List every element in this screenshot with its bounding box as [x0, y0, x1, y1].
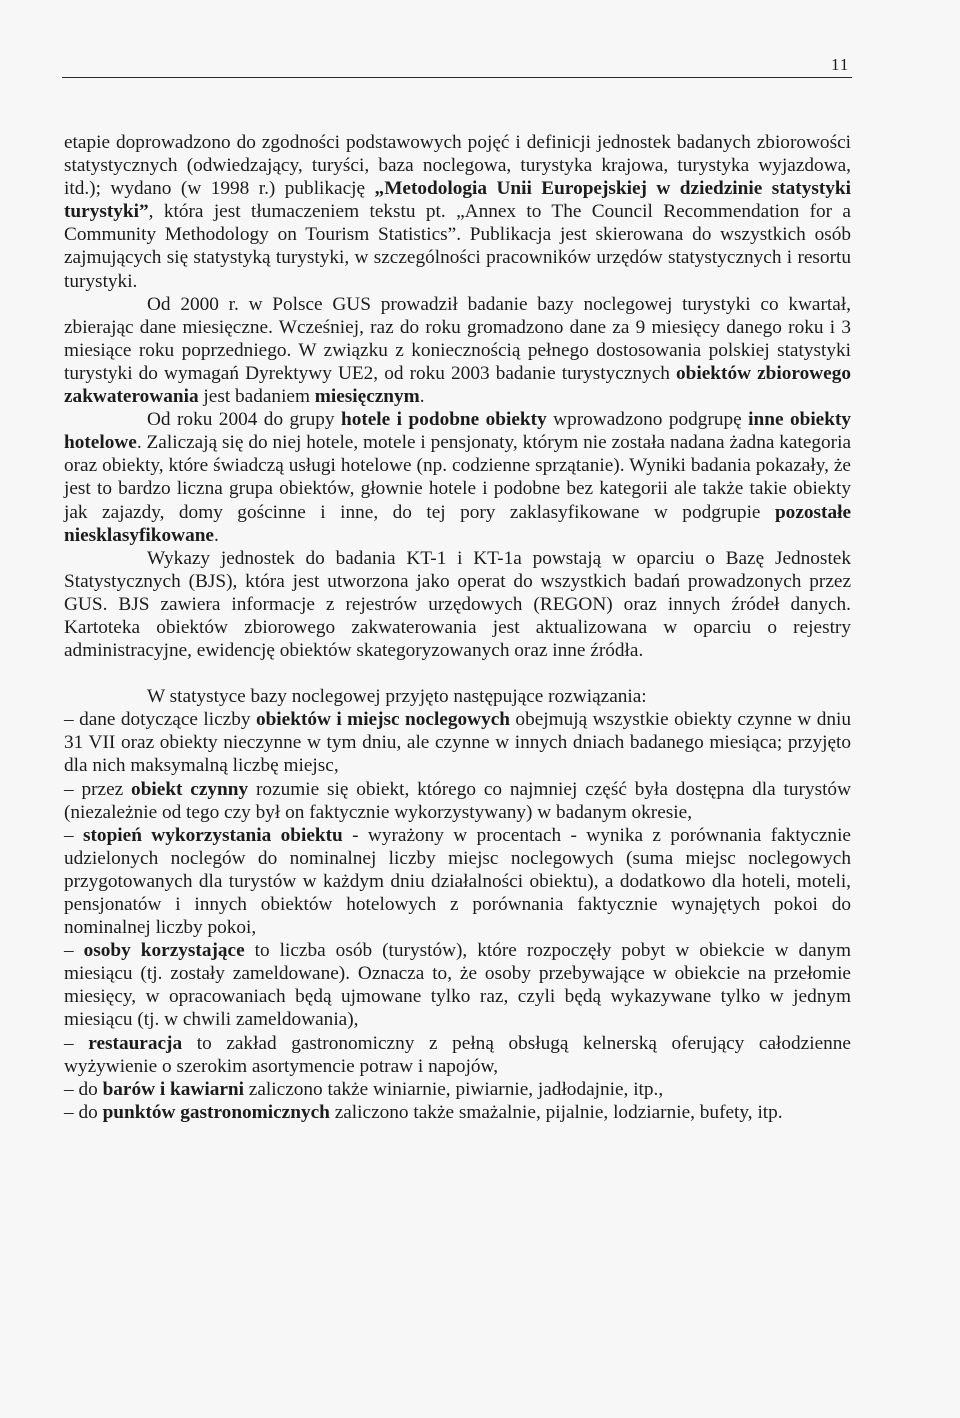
bold-term: obiektów i miejsc noclegowych	[255, 709, 510, 731]
text-run: zaliczono także winiarnie, piwiarnie, jadłodajnie, itp.,	[243, 1078, 664, 1100]
text-run: – dane dotyczące liczby	[64, 709, 256, 731]
text-run: –	[64, 824, 83, 846]
paragraph	[64, 293, 851, 408]
text-run: Wykazy jednostek do badania KT-1 i KT-1a powstają w oparciu o Bazę Jednostek Statystycznych (BJS), która jest utworzona jako operat do wszystkich badań prowadzonych przez GUS. BJS zawiera informacje z rejestrów urzędowych (REGON) oraz innych źródeł danych. Kartoteka obiektów zbiorowego zakwaterowania jest aktualizowana w oparciu o rejestry administracyjne, ewidencję obiektów skategoryzowanych oraz inne źródła.	[64, 547, 851, 662]
bold-term: obiektów zbiorowego zakwaterowania	[64, 362, 851, 408]
text-run: to zakład gastronomiczny z pełną obsługą kelnerską oferujący całodzienne wyżywienie o szerokim asortymencie potraw i napojów,	[64, 1032, 851, 1077]
text-run: , która jest tłumaczeniem tekstu pt. „Annex to The Council Recommendation for a Community Methodology on Tourism Statistics”. Publikacja jest skierowana do wszystkich osób zajmujących się statystyką turystyki, w szczególności pracowników urzędów statystycznych i resortu turystyki.	[64, 201, 851, 292]
text-run: etapie doprowadzono do zgodności podstawowych pojęć i definicji jednostek badanych zbiorowości statystycznych (odwiedzający, turyści, baza noclegowa, turystyka krajowa, turystyka wyjazdowa, itd.); wydano (w 1998 r.) publikację	[64, 132, 851, 200]
text-run: – przez	[64, 778, 132, 800]
paragraph	[64, 778, 851, 824]
paragraph	[64, 708, 851, 777]
paragraph	[64, 824, 851, 939]
body-text	[64, 131, 851, 1124]
bold-term: miesięcznym	[314, 386, 420, 408]
paragraph	[64, 408, 851, 547]
bold-term: pozostałe niesklasyfikowane	[64, 501, 851, 546]
text-run: wprowadzono podgrupę	[546, 409, 749, 431]
paragraph	[64, 547, 851, 662]
page-number: 11	[831, 55, 850, 74]
bold-term: hotele i podobne obiekty	[340, 409, 547, 431]
text-run: rozumie się obiekt, którego co najmniej część była dostępna dla turystów (niezależnie od tego czy był on faktycznie wykorzystywany) w badanym okresie,	[64, 778, 851, 823]
paragraph	[64, 685, 851, 708]
paragraph-spacer	[64, 662, 851, 685]
text-run: . Zaliczają się do niej hotele, motele i pensjonaty, którym nie została nadana żadna kategoria oraz obiekty, które świadczą usługi hotelowe (np. codzienne sprzątanie). Wyniki badania pokazały, że jest to bardzo liczna grupa obiektów, głownie hotele i podobne bez kategorii ale także takie obiekty jak zajazdy, domy gościnne i inne, do tej pory zaklasyfikowane w podgrupie	[64, 432, 851, 523]
bold-term: inne obiekty hotelowe	[64, 409, 852, 454]
text-run: zaliczono także smażalnie, pijalnie, lodziarnie, bufety, itp.	[329, 1101, 783, 1123]
bold-term: osoby korzystające	[83, 940, 245, 962]
text-run: Od roku 2004 do grupy	[147, 409, 341, 431]
bold-term: punktów gastronomicznych	[102, 1101, 330, 1123]
text-run: jest badaniem	[198, 386, 315, 408]
bold-term: stopień wykorzystania obiektu	[83, 824, 343, 846]
bold-term: „Metodologia Unii Europejskiej w dziedzinie statystyki turystyki”	[64, 178, 852, 223]
text-run: – do	[64, 1101, 103, 1123]
header-rule	[62, 77, 852, 78]
text-run: .	[214, 524, 219, 546]
paragraph	[64, 1078, 851, 1101]
text-run: - wyrażony w procentach - wynika z porównania faktycznie udzielonych noclegów do nominalnej liczby miejsc noclegowych (suma miejsc noclegowych przygotowanych dla turystów w każdym dniu działalności obiektu), a dodatkowo dla hoteli, moteli, pensjonatów i innych obiektów hotelowych z porównania faktycznie wynajętych pokoi do nominalnej liczby pokoi,	[64, 824, 851, 939]
paragraph	[64, 1032, 851, 1078]
text-run: W statystyce bazy noclegowej przyjęto następujące rozwiązania:	[147, 686, 647, 708]
text-run: –	[64, 1032, 89, 1054]
bold-term: restauracja	[88, 1032, 183, 1054]
paragraph	[64, 939, 851, 1031]
paragraph	[64, 131, 851, 293]
text-run: .	[419, 386, 425, 408]
paragraph	[64, 1101, 851, 1124]
text-run: to liczba osób (turystów), które rozpoczęły pobyt w obiekcie w danym miesiącu (tj. zostały zameldowane). Oznacza to, że osoby przebywające w obiekcie na przełomie miesięcy, w opracowaniach będą ujmowane tylko raz, czyli będą wykazywane tylko w jednym miesiącu (tj. w chwili zameldowania),	[64, 940, 851, 1031]
text-run: – do	[64, 1078, 103, 1100]
text-run: –	[64, 940, 84, 962]
bold-term: barów i kawiarni	[102, 1078, 244, 1100]
text-run: Od 2000 r. w Polsce GUS prowadził badanie bazy noclegowej turystyki co kwartał, zbierając dane miesięczne. Wcześniej, raz do roku gromadzono dane za 9 miesięcy danego roku i 3 miesiące roku poprzedniego. W związku z koniecznością pełnego dostosowania polskiej statystyki turystyki do wymagań Dyrektywy UE2, od roku 2003 badanie turystycznych	[64, 293, 851, 384]
bold-term: obiekt czynny	[131, 778, 249, 800]
text-run: obejmują wszystkie obiekty czynne w dniu 31 VII oraz obiekty nieczynne w tym dniu, ale czynne w innych dniach badanego miesiąca; przyjęto dla nich maksymalną liczbę miejsc,	[64, 709, 851, 777]
